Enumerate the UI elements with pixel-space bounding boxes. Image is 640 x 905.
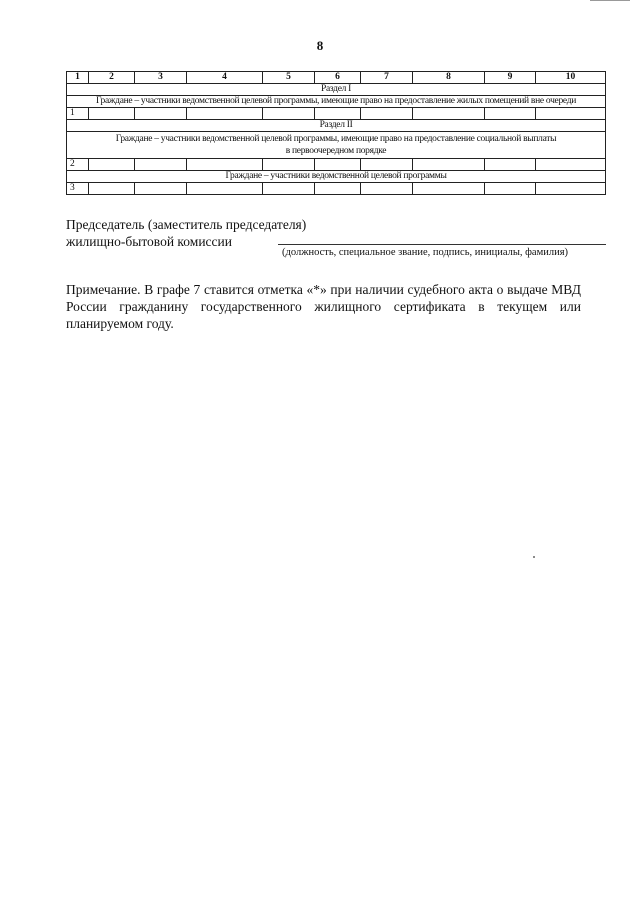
table-cell [135, 108, 187, 120]
table-cell [536, 183, 606, 195]
signature-title-line1: Председатель (заместитель председателя) [66, 217, 307, 232]
column-header: 5 [263, 72, 315, 84]
table-cell [361, 183, 413, 195]
table-cell [315, 183, 361, 195]
table-cell [413, 159, 485, 171]
table-cell [361, 108, 413, 120]
table-cell [89, 159, 135, 171]
row-index: 2 [67, 159, 89, 171]
column-header: 8 [413, 72, 485, 84]
section1-subtitle: Граждане – участники ведомственной целевой программы, имеющие право на предоставление жилых помещений вне очереди [67, 96, 606, 108]
table-cell [89, 108, 135, 120]
section2-subtitle-line1: Граждане – участники ведомственной целевой программы, имеющие право на предоставление социальной выплаты [115, 134, 557, 144]
table-cell [485, 183, 536, 195]
signature-line [278, 244, 606, 245]
table-cell [187, 159, 263, 171]
table-cell [263, 183, 315, 195]
section2-subtitle-line2: в первоочередном порядке [285, 146, 387, 156]
table-row [67, 159, 606, 171]
table-header-row [67, 72, 606, 84]
table-cell [263, 159, 315, 171]
top-edge-rule [590, 0, 630, 1]
table-cell [263, 108, 315, 120]
table-cell [536, 159, 606, 171]
table-cell [536, 108, 606, 120]
column-header: 2 [89, 72, 135, 84]
signature-title-line2: жилищно-бытовой комиссии [66, 234, 232, 249]
table-cell [413, 183, 485, 195]
page-number: 8 [316, 38, 324, 53]
section1-title-row [67, 84, 606, 96]
scan-speck [533, 556, 535, 558]
section2-title-row [67, 120, 606, 132]
column-header: 10 [536, 72, 606, 84]
table-row [67, 183, 606, 195]
column-header: 1 [67, 72, 89, 84]
table-cell [315, 108, 361, 120]
signature-caption: (должность, специальное звание, подпись, инициалы, фамилия) [282, 247, 569, 258]
note-paragraph: Примечание. В графе 7 ставится отметка «*» при наличии судебного акта о выдаче МВД России гражданину государственного жилищного сертификата в текущем или планируемом году. [66, 282, 581, 331]
register-table [66, 71, 606, 195]
table-cell [187, 183, 263, 195]
table-cell [187, 108, 263, 120]
section2-subtitle-row [67, 132, 606, 159]
column-header: 4 [187, 72, 263, 84]
section2-title: Раздел II [67, 120, 606, 132]
column-header: 9 [485, 72, 536, 84]
table-cell [135, 159, 187, 171]
table-cell [413, 108, 485, 120]
table-row [67, 108, 606, 120]
table-cell [315, 159, 361, 171]
row-index: 1 [67, 108, 89, 120]
column-header: 6 [315, 72, 361, 84]
column-header: 3 [135, 72, 187, 84]
section1-subtitle-row [67, 96, 606, 108]
row-index: 3 [67, 183, 89, 195]
table-cell [89, 183, 135, 195]
column-header: 7 [361, 72, 413, 84]
section2-subtitle [67, 132, 606, 159]
table-cell [485, 108, 536, 120]
section1-title: Раздел I [67, 84, 606, 96]
section3-subtitle-row [67, 171, 606, 183]
table-cell [135, 183, 187, 195]
section3-subtitle: Граждане – участники ведомственной целевой программы [67, 171, 606, 183]
table-cell [361, 159, 413, 171]
table-cell [485, 159, 536, 171]
